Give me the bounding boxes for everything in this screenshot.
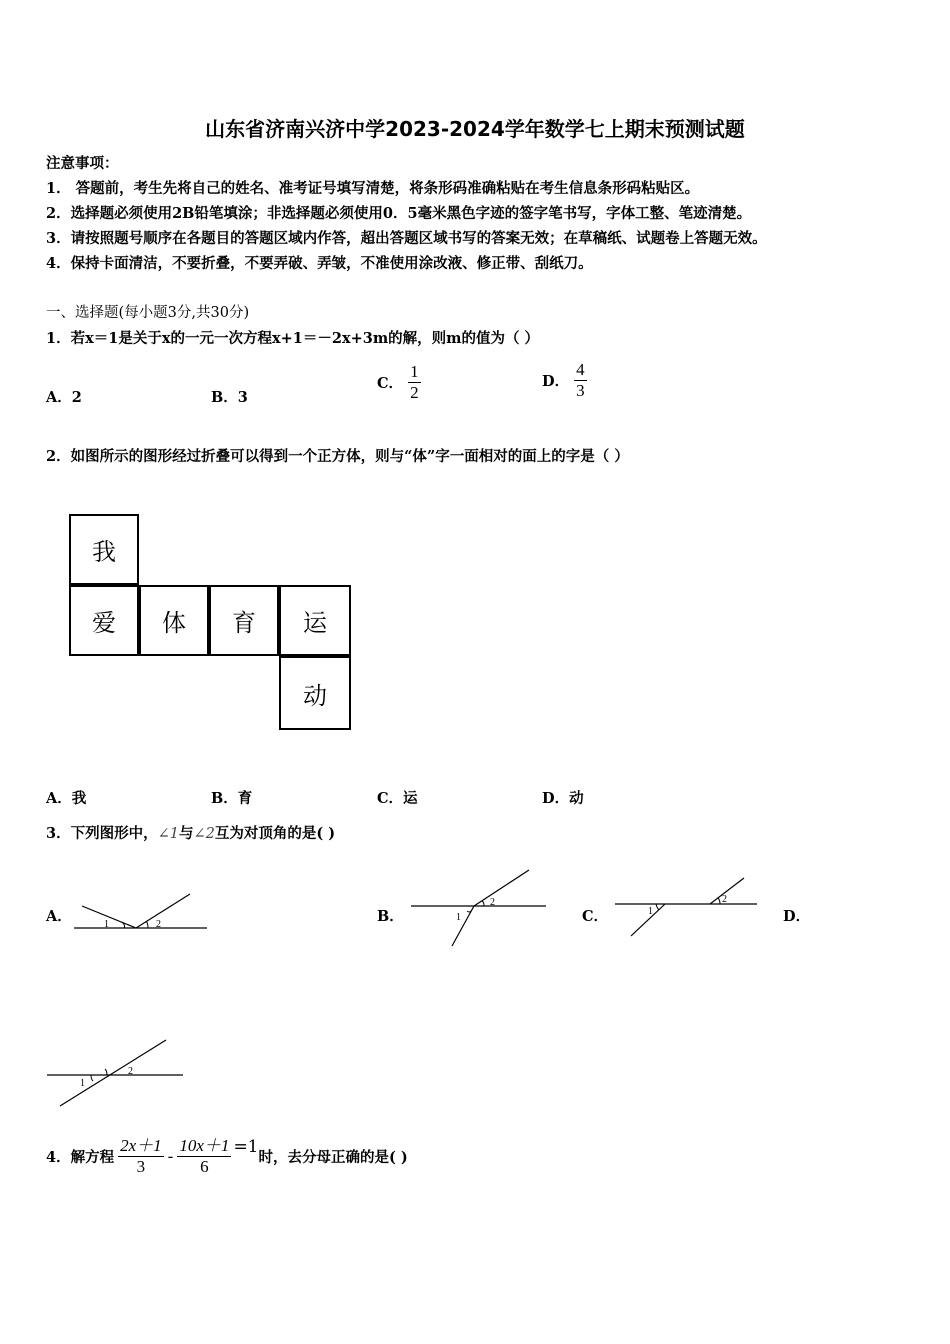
cube-face-yun: 运 bbox=[279, 585, 351, 656]
cube-face-wo: 我 bbox=[69, 514, 139, 585]
q1-option-d-label: D． bbox=[542, 373, 570, 390]
notice-item-4: 4．保持卡面清洁，不要折叠，不要弄破、弄皱，不准使用涂改液、修正带、刮纸刀。 bbox=[46, 255, 593, 272]
q4-f2-denominator: 6 bbox=[200, 1157, 209, 1176]
q4-fraction-1 bbox=[118, 1136, 164, 1177]
q1-option-c bbox=[377, 362, 421, 403]
q2-option-b: B．育 bbox=[211, 790, 253, 807]
q1-d-numerator: 4 bbox=[576, 360, 585, 379]
q1-c-denominator: 2 bbox=[410, 383, 419, 402]
q3-figure-a bbox=[70, 890, 210, 935]
cube-face-dong: 动 bbox=[279, 656, 351, 730]
q1-stem: 1．若x＝1是关于x的一元一次方程x+1＝－2x+3m的解，则m的值为（ ） bbox=[46, 330, 540, 347]
q4-fraction-2 bbox=[177, 1136, 231, 1177]
q3a-label-1: 1 bbox=[104, 919, 109, 930]
q3a-left-ray bbox=[82, 906, 136, 928]
notice-item-3: 3．请按照题号顺序在各题目的答题区域内作答，超出答题区域书写的答案无效；在草稿纸、试题卷上答题无效。 bbox=[46, 230, 767, 247]
q3-option-b: B． bbox=[377, 908, 404, 925]
q3c-label-2: 2 bbox=[722, 894, 727, 905]
q3a-label-2: 2 bbox=[156, 919, 161, 930]
q4-f2-numerator: 10x＋1 bbox=[179, 1136, 230, 1155]
q2-option-c: C．运 bbox=[377, 790, 418, 807]
q3a-right-ray bbox=[136, 894, 190, 928]
cube-face-ti: 体 bbox=[139, 585, 209, 656]
section-heading: 一、选择题(每小题3分,共30分) bbox=[46, 305, 250, 321]
q1-d-denominator: 3 bbox=[576, 381, 585, 400]
q4-minus: - bbox=[167, 1146, 174, 1167]
q4-equals-one: =1 bbox=[233, 1136, 259, 1157]
q3-angle-2: ∠2 bbox=[193, 826, 215, 842]
q2-stem: 2．如图所示的图形经过折叠可以得到一个正方体，则与“体”字一面相对的面上的字是（ ） bbox=[46, 448, 629, 465]
q3b-arc-1 bbox=[467, 911, 471, 912]
q4-f1-numerator: 2x＋1 bbox=[120, 1136, 162, 1155]
q3c-arc-2 bbox=[718, 898, 720, 904]
q3d-arc-2 bbox=[105, 1069, 107, 1075]
q3-option-d: D． bbox=[783, 908, 811, 925]
q4-f1-denominator: 3 bbox=[136, 1157, 146, 1176]
q3c-label-1: 1 bbox=[648, 906, 653, 917]
q3-angle-1: ∠1 bbox=[157, 826, 179, 842]
q1-option-c-fraction bbox=[408, 362, 421, 403]
q3-stem-mid: 与 bbox=[178, 825, 194, 842]
q3d-label-1: 1 bbox=[80, 1078, 85, 1089]
q1-option-a: A．2 bbox=[46, 389, 82, 406]
q3d-transversal bbox=[60, 1040, 166, 1106]
q3c-right-line bbox=[710, 878, 744, 904]
q3-stem-post: 互为对顶角的是( ) bbox=[214, 825, 336, 842]
q3b-label-1: 1 bbox=[456, 912, 461, 923]
q1-option-c-label: C． bbox=[377, 375, 404, 392]
cube-face-yu: 育 bbox=[209, 585, 279, 656]
q3-option-c: C． bbox=[582, 908, 609, 925]
q2-option-a: A．我 bbox=[46, 790, 87, 807]
q4-stem bbox=[46, 1136, 408, 1177]
q3-figure-b bbox=[408, 866, 550, 950]
q1-option-d bbox=[542, 360, 587, 401]
q1-option-d-fraction bbox=[574, 360, 587, 401]
q3b-label-2: 2 bbox=[490, 897, 495, 908]
page-title: 山东省济南兴济中学2023-2024学年数学七上期末预测试题 bbox=[205, 117, 745, 141]
q1-option-b: B．3 bbox=[211, 389, 248, 406]
q3b-arc-2 bbox=[482, 901, 484, 906]
q2-option-d: D．动 bbox=[542, 790, 584, 807]
q3d-arc-1 bbox=[91, 1075, 93, 1081]
q3-option-a: A． bbox=[46, 908, 72, 925]
q4-stem-post: 时，去分母正确的是( ) bbox=[258, 1149, 408, 1166]
notice-item-2: 2．选择题必须使用2B铅笔填涂；非选择题必须使用0．5毫米黑色字迹的签字笔书写，字体工整、笔迹清楚。 bbox=[46, 205, 752, 222]
q3-figure-d bbox=[44, 1036, 186, 1110]
q3-stem bbox=[46, 822, 335, 843]
cube-face-ai: 爱 bbox=[69, 585, 139, 656]
q4-stem-pre: 4．解方程 bbox=[46, 1149, 115, 1166]
q3-figure-c bbox=[612, 874, 760, 940]
q1-c-numerator: 1 bbox=[410, 362, 419, 381]
notice-item-1: 1． 答题前，考生先将自己的姓名、准考证号填写清楚，将条形码准确粘贴在考生信息条形码粘贴区。 bbox=[46, 180, 700, 197]
q3-stem-pre: 3．下列图形中， bbox=[46, 825, 158, 842]
notice-heading: 注意事项： bbox=[46, 155, 119, 172]
q3c-arc-1 bbox=[656, 904, 659, 910]
q3a-arc-2 bbox=[146, 921, 148, 928]
q3d-label-2: 2 bbox=[128, 1066, 133, 1077]
